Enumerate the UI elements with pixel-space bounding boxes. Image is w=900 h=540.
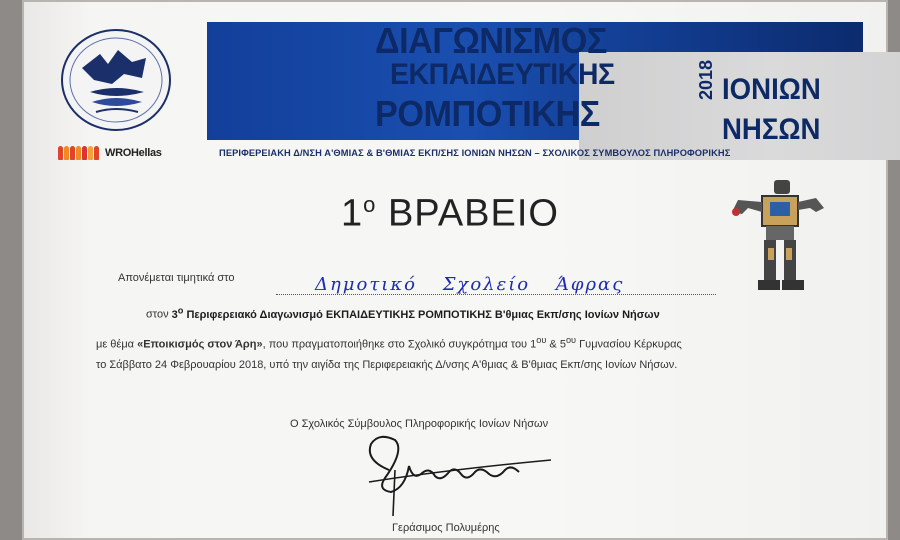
contest-prefix: στον [146,308,169,321]
date-line: το Σάββατο 24 Φεβρουαρίου 2018, υπό την αιγίδα της Περιφερειακής Δ/νσης Α'θμιας & Β'θμιας Εκπ/σης Ιονίων Νήσων. [96,359,678,371]
wro-logo-text: WROHellas [105,147,162,159]
theme-sup-2: ου [565,335,577,345]
theme-line [96,335,682,351]
emblem-logo [60,28,172,132]
banner-year: 2018 [696,59,716,100]
advisor-title: Ο Σχολικός Σύμβουλος Πληροφορικής Ιονίων Νήσων [290,418,549,430]
banner-line-3: ΡΟΜΠΟΤΙΚΗΣ [375,93,600,134]
robot-illustration [728,178,828,300]
theme-end: Γυμνασίου Κέρκυρας [576,338,682,351]
prize-ordinal: ο [363,192,377,217]
contest-ordinal: 3 [171,308,178,321]
contest-name: Περιφερειακό Διαγωνισμό ΕΚΠΑΙΔΕΥΤΙΚΗΣ ΡΟΜΠΟΤΙΚΗΣ Β'θμιας Εκπ/σης Ιονίων Νήσων [186,308,660,321]
banner-region [722,70,821,150]
prize-word: ΒΡΑΒΕΙΟ [387,192,559,235]
region-line-1: ΙΟΝΙΩΝ [722,73,821,106]
region-line-2: ΝΗΣΩΝ [722,113,821,146]
theme-title: «Εποικισμός στον Άρη» [137,338,263,351]
awarded-to-label: Απονέμεται τιμητικά στο [118,272,235,284]
issuer-subheading: ΠΕΡΙΦΕΡΕΙΑΚΗ Δ/ΝΣΗ Α'ΘΜΙΑΣ & Β'ΘΜΙΑΣ ΕΚΠ/ΣΗΣ ΙΟΝΙΩΝ ΝΗΣΩΝ – ΣΧΟΛΙΚΟΣ ΣΥΜΒΟΥΛΟΣ ΠΛΗΡΟΦΟΡΙΚΗΣ [219,148,731,158]
kids-figures-icon [58,146,99,160]
theme-suffix: , που πραγματοποιήθηκε στο Σχολικό συγκρότημα του 1 [262,338,537,351]
contest-ordinal-sup: ο [177,305,184,315]
banner-line-1: ΔΙΑΓΩΝΙΣΜΟΣ [375,20,607,61]
prize-heading [300,192,600,236]
banner-line-2: ΕΚΠΑΙΔΕΥΤΙΚΗΣ [390,58,615,91]
signer-name: Γεράσιμος Πολυμέρης [392,522,500,534]
prize-number: 1 [341,192,364,235]
wro-hellas-logo [58,142,162,164]
recipient-name: Δημοτικό Σχολείο Άφρας [315,274,625,295]
handwritten-signature [355,430,555,520]
theme-mid: & 5 [546,338,566,351]
contest-line [146,305,660,321]
theme-prefix: με θέμα [96,338,135,351]
theme-sup-1: ου [536,335,547,345]
